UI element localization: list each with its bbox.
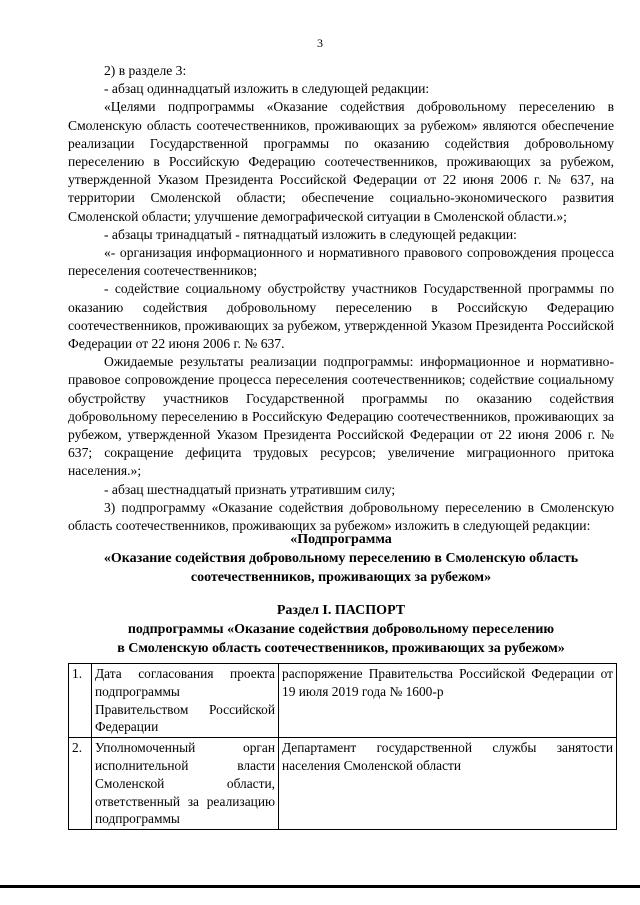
section-subtitle: подпрограммы «Оказание содействия добровольному переселению [127, 622, 555, 637]
paragraph: - абзацы тринадцатый - пятнадцатый изложить в следующей редакции: [104, 226, 517, 242]
paragraph: - абзац шестнадцатый признать утратившим силу; [104, 481, 396, 497]
paragraph: 2) в разделе 3: [104, 63, 187, 78]
paragraph: «Целями подпрограммы «Оказание содействия добровольному переселению в Смоленскую область соотечественников, проживающих за рубежом» являются обеспечение реализации Государственной программы по оказанию содействия добровольному переселению в Российскую Федерацию соотечественников, проживающих за рубежом, утвержденной Указом Президента Российской Федерации от 22 июня 2006 г. № 637, на территории Смоленской области; обеспечение социально-экономического развития Смоленской области; улучшение демографической ситуации в Смоленской области.»; [68, 99, 614, 224]
table-row [69, 738, 617, 830]
row-number: 1. [69, 664, 92, 738]
page-number: 3 [317, 36, 323, 50]
row-name: Уполномоченный орган исполнительной власти Смоленской области, ответственный за реализацию подпрограммы [92, 738, 279, 830]
paragraph: - абзац одиннадцатый изложить в следующей редакции: [104, 81, 430, 97]
heading-line: соотечественников, проживающих за рубежом» [190, 570, 492, 585]
subprogram-heading [68, 530, 614, 587]
table-row [69, 664, 617, 738]
section-heading [68, 601, 614, 658]
row-name: Дата согласования проекта подпрограммы Правительством Российской Федерации [92, 664, 279, 738]
row-value: Департамент государственной службы занятости населения Смоленской области [279, 738, 617, 830]
amendment-text [68, 62, 614, 535]
passport-table [68, 663, 617, 830]
section-subtitle: в Смоленскую область соотечественников, проживающих за рубежом» [117, 641, 565, 656]
paragraph: 3) подпрограмму «Оказание содействия добровольному переселению в Смоленскую область соотечественников, проживающих за рубежом» изложить в следующей редакции: [68, 499, 614, 534]
section-title: Раздел I. ПАСПОРТ [276, 603, 406, 618]
bottom-rule [0, 885, 640, 888]
row-value: распоряжение Правительства Российской Федерации от 19 июля 2019 года № 1600-р [279, 664, 617, 738]
heading-line: «Оказание содействия добровольному переселению в Смоленскую область [103, 551, 579, 566]
paragraph: - содействие социальному обустройству участников Государственной программы по оказанию содействия добровольному переселению в Российскую Федерацию соотечественников, проживающих за рубежом, утвержденной Указом Президента Российской Федерации от 22 июня 2006 г. № 637. [68, 281, 614, 352]
paragraph: Ожидаемые результаты реализации подпрограммы: информационное и нормативно-правовое сопровождение процесса переселения соотечественников; содействие социальному обустройству участников Государственной программы по оказанию содействия добровольному переселению в Российскую Федерацию соотечественников, проживающих за рубежом, утвержденной Указом Президента Российской Федерации от 22 июня 2006 г. № 637; сокращение дефицита трудовых ресурсов; увеличение миграционного притока населения.»; [68, 354, 614, 479]
paragraph: «- организация информационного и нормативного правового сопровождения процесса переселения соотечественников; [68, 245, 614, 279]
row-number: 2. [69, 738, 92, 830]
heading-line: «Подпрограмма [290, 532, 392, 547]
